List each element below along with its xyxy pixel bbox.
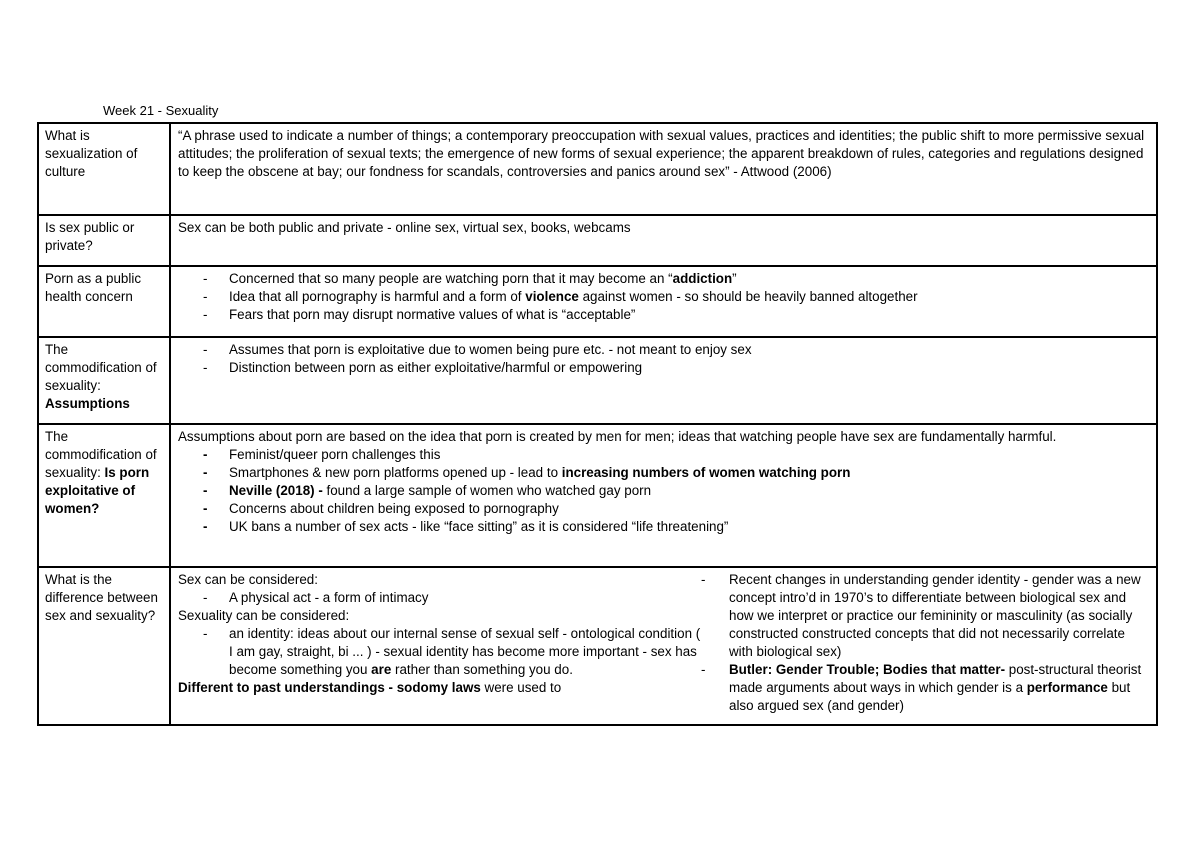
paragraph: Sex can be considered: <box>178 572 318 587</box>
list-item: - Smartphones & new porn platforms opened up - lead to increasing numbers of women watching porn <box>203 465 851 480</box>
answer-cell <box>170 337 1157 424</box>
list-item: - Neville (2018) - found a large sample of women who watched gay porn <box>203 483 652 498</box>
paragraph: Sexuality can be considered: <box>178 608 350 623</box>
list-item: - Concerned that so many people are watching porn that it may become an “addiction” <box>203 271 737 286</box>
question-cell: Is sex public or private? <box>38 215 170 266</box>
answer-cell <box>170 266 1157 337</box>
list-item: - A physical act - a form of intimacy <box>203 590 429 605</box>
list-item: - Recent changes in understanding gender identity - gender was a new concept intro’d in 1970’s to differentiate between biological sex and how we interpret or practice our femininity or masculinity (as socially constructed constructed concepts that did not necessarily correlate with biological sex) <box>701 572 1141 659</box>
list-item: - Distinction between porn as either exploitative/harmful or empowering <box>203 360 643 375</box>
answer-cell: “A phrase used to indicate a number of things; a contemporary preoccupation with sexual values, practices and identities; the public shift to more permissive sexual attitudes; the proliferation of sexual texts; the emergence of new forms of sexual experience; the apparent breakdown of rules, categories and regulations designed to keep the obscene at bay; our fondness for scandals, controversies and panics around sex” - Attwood (2006) <box>170 123 1157 215</box>
table-row <box>38 215 1157 266</box>
table-row <box>38 567 1157 725</box>
list-item: - UK bans a number of sex acts - like “face sitting” as it is considered “life threatening” <box>203 519 729 534</box>
list-item: - Assumes that porn is exploitative due to women being pure etc. - not meant to enjoy sex <box>203 342 752 357</box>
bullet-list <box>178 589 701 607</box>
right-column <box>701 571 1151 715</box>
intro-text: Assumptions about porn are based on the idea that porn is created by men for men; ideas that watching people have sex are fundamentally harmful. <box>178 429 1057 444</box>
answer-cell <box>170 567 1157 725</box>
bullet-list <box>178 341 1151 377</box>
answer-cell <box>170 424 1157 567</box>
bullet-list <box>178 446 1151 536</box>
answer-cell: Sex can be both public and private - online sex, virtual sex, books, webcams <box>170 215 1157 266</box>
list-item: - Concerns about children being exposed to pornography <box>203 501 559 516</box>
question-cell: The commodification of sexuality: Assumptions <box>38 337 170 424</box>
left-column <box>178 571 701 715</box>
bullet-list <box>178 270 1151 324</box>
question-cell: The commodification of sexuality: Is porn exploitative of women? <box>38 424 170 567</box>
list-item: - Feminist/queer porn challenges this <box>203 447 441 462</box>
notes-table <box>37 122 1158 726</box>
list-item: - an identity: ideas about our internal sense of sexual self - ontological condition ( I am gay, straight, bi ... ) - sexual identity has become more important - sex has become something you are rather than something you do. <box>203 626 701 677</box>
question-cell: What is sexualization of culture <box>38 123 170 215</box>
table-row <box>38 424 1157 567</box>
table-row <box>38 266 1157 337</box>
list-item: - Fears that porn may disrupt normative values of what is “acceptable” <box>203 307 636 322</box>
bullet-list <box>178 625 701 679</box>
question-cell: What is the difference between sex and sexuality? <box>38 567 170 725</box>
page-title: Week 21 - Sexuality <box>103 103 219 118</box>
bullet-list <box>701 571 1151 715</box>
list-item: - Butler: Gender Trouble; Bodies that matter- post-structural theorist made arguments about ways in which gender is a performance but also argued sex (and gender) <box>701 662 1142 713</box>
table-row <box>38 337 1157 424</box>
table-row <box>38 123 1157 215</box>
question-cell: Porn as a public health concern <box>38 266 170 337</box>
list-item: - Idea that all pornography is harmful and a form of violence against women - so should be heavily banned altogether <box>203 289 918 304</box>
paragraph: Different to past understandings - sodomy laws were used to <box>178 680 562 695</box>
